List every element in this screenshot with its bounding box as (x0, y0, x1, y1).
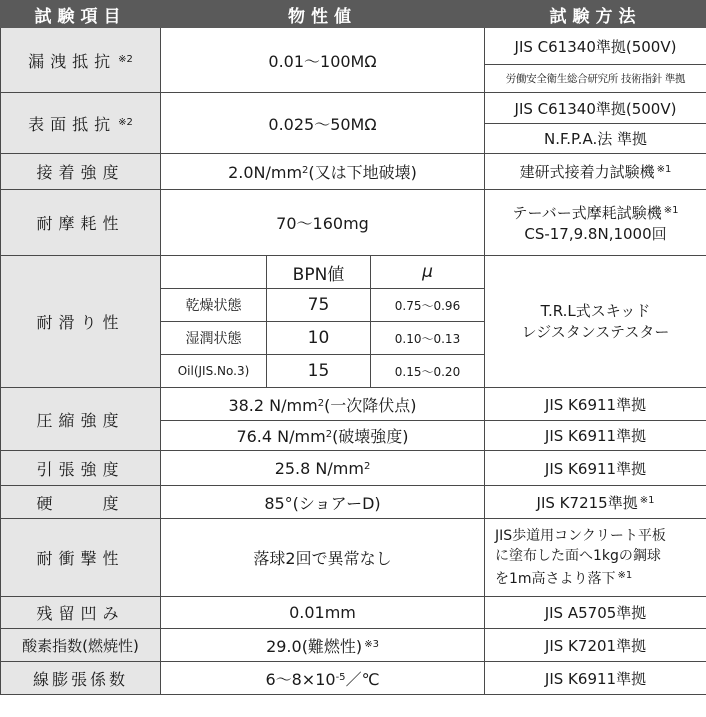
item-dent: 残留凹み (1, 597, 161, 629)
value-impact: 落球2回で異常なし (161, 519, 485, 597)
slip-bpn-oil: 15 (267, 355, 371, 388)
slip-mu-dry: 0.75～0.96 (371, 289, 485, 322)
method-compression-2: JIS K6911準拠 (485, 421, 706, 451)
item-hardness: 硬 度 (1, 486, 161, 519)
method-oxygen: JIS K7201準拠 (485, 629, 706, 662)
slip-corner (161, 256, 267, 289)
item-impact: 耐衝撃性 (1, 519, 161, 597)
value-leakage: 0.01～100MΩ (161, 28, 485, 93)
row-hardness (1, 486, 706, 519)
row-tensile (1, 451, 706, 486)
method-dent: JIS A5705準拠 (485, 597, 706, 629)
value-oxygen: 29.0(難燃性) $^{※3}$ (161, 629, 485, 662)
method-expansion: JIS K6911準拠 (485, 662, 706, 695)
row-slip-header (1, 256, 706, 289)
value-expansion: $6\sim 8\times 10^{-5}/℃$ (161, 662, 485, 695)
value-hardness: 85°(ショアーD) (161, 486, 485, 519)
item-expansion: 線膨張係数 (1, 662, 161, 695)
item-oxygen: 酸素指数(燃焼性) (1, 629, 161, 662)
header-row (1, 1, 706, 28)
slip-label-wet: 湿潤状態 (161, 322, 267, 355)
row-impact (1, 519, 706, 597)
row-oxygen (1, 629, 706, 662)
slip-col-mu: μ (371, 256, 485, 289)
value-adhesion: $2.0N/mm^2$(又は下地破壊) (161, 154, 485, 190)
note-leakage: ※2 (118, 53, 133, 65)
row-leakage (1, 28, 706, 65)
method-adhesion: 建研式接着力試験機 $^{※1}$ (485, 154, 706, 190)
slip-col-bpn: BPN値 (267, 256, 371, 289)
header-value: 物性値 (161, 1, 485, 28)
header-item: 試験項目 (1, 1, 161, 28)
method-impact: JIS歩道用コンクリート平板 に塗布した面へ1kgの鋼球 を1m高さより落下 $^{※1}$ (485, 519, 706, 597)
method-slip: T.R.L式スキッド レジスタンステスター (485, 256, 706, 388)
item-slip: 耐滑り性 (1, 256, 161, 388)
method-hardness: JIS K7215準拠 $^{※1}$ (485, 486, 706, 519)
row-compression-1 (1, 388, 706, 421)
slip-bpn-dry: 75 (267, 289, 371, 322)
value-surface: 0.025～50MΩ (161, 93, 485, 154)
row-abrasion (1, 190, 706, 256)
value-compression-2: 76.4 $N/mm^2$(破壊強度) (161, 421, 485, 451)
slip-mu-wet: 0.10～0.13 (371, 322, 485, 355)
value-compression-1: 38.2 $N/mm^2$(一次降伏点) (161, 388, 485, 421)
method-surface-1: JIS C61340準拠(500V) (485, 93, 706, 124)
slip-bpn-wet: 10 (267, 322, 371, 355)
value-abrasion: 70～160mg (161, 190, 485, 256)
item-tensile: 引張強度 (1, 451, 161, 486)
slip-label-oil: Oil(JIS.No.3) (161, 355, 267, 388)
item-surface: 表面抵抗 $^{※2}$ (1, 93, 161, 154)
item-leakage: 漏洩抵抗 $^{※2}$ (1, 28, 161, 93)
row-expansion (1, 662, 706, 695)
slip-label-dry: 乾燥状態 (161, 289, 267, 322)
method-compression-1: JIS K6911準拠 (485, 388, 706, 421)
note-surface: ※2 (118, 116, 133, 128)
item-abrasion: 耐摩耗性 (1, 190, 161, 256)
item-compression: 圧縮強度 (1, 388, 161, 451)
value-dent: 0.01mm (161, 597, 485, 629)
method-abrasion: テーバー式摩耗試験機 $^{※1}$ CS-17,9.8N,1000回 (485, 190, 706, 256)
value-tensile: 25.8 $N/mm^2$ (161, 451, 485, 486)
method-leakage-1: JIS C61340準拠(500V) (485, 28, 706, 65)
row-dent (1, 597, 706, 629)
method-tensile: JIS K6911準拠 (485, 451, 706, 486)
row-adhesion (1, 154, 706, 190)
method-leakage-2: 労働安全衛生総合研究所 技術指針 準拠 (485, 65, 706, 93)
header-method: 試験方法 (485, 1, 706, 28)
row-surface (1, 93, 706, 124)
method-surface-2: N.F.P.A.法 準拠 (485, 124, 706, 154)
slip-mu-oil: 0.15～0.20 (371, 355, 485, 388)
item-adhesion: 接着強度 (1, 154, 161, 190)
